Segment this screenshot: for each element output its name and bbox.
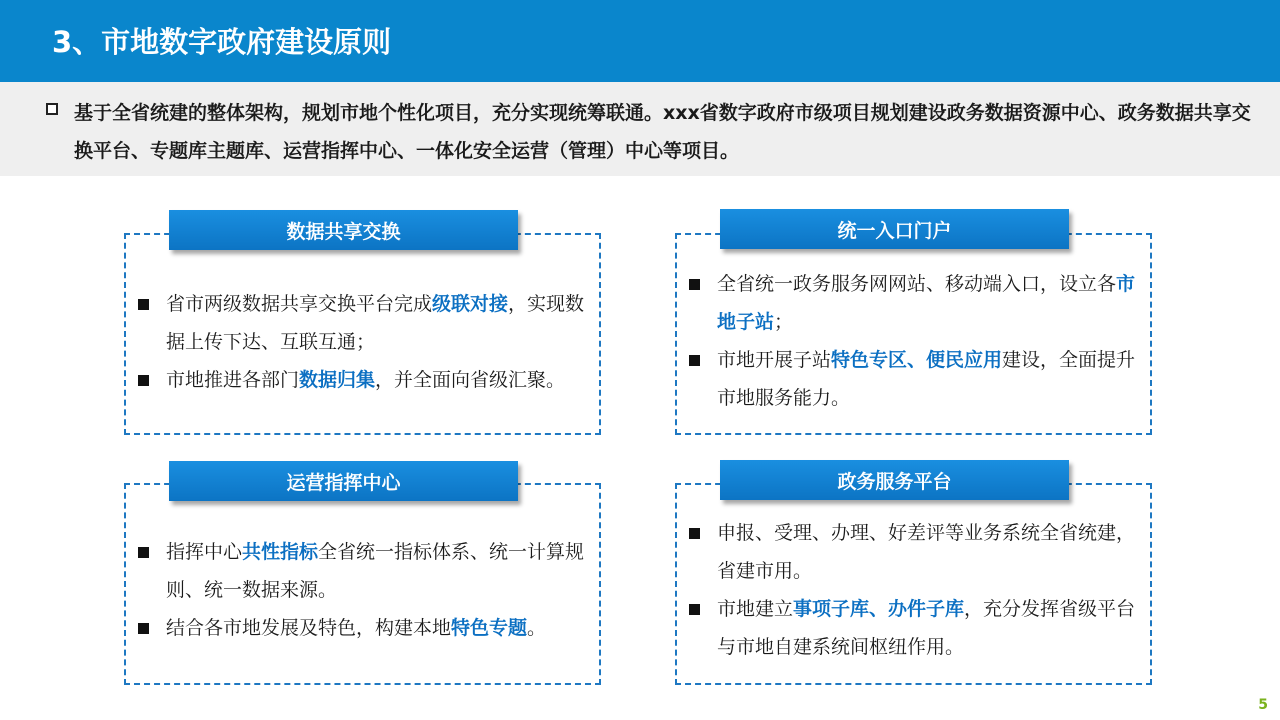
square-bullet-icon — [138, 375, 149, 386]
page-number: 5 — [1258, 697, 1268, 713]
panel-portal — [675, 233, 1152, 435]
panel-header-service-platform: 政务服务平台 — [720, 460, 1069, 500]
highlight-text: 特色专题 — [451, 617, 528, 639]
page-title: 3、市地数字政府建设原则 — [52, 25, 392, 59]
panel-portal-list — [689, 265, 1140, 417]
list-item: 市地推进各部门数据归集，并全面向省级汇聚。 — [138, 361, 589, 399]
highlight-text: 市地子站 — [717, 273, 1136, 333]
list-item: 省市两级数据共享交换平台完成级联对接，实现数据上传下达、互联互通； — [138, 285, 589, 361]
hollow-square-bullet-icon — [46, 103, 58, 115]
square-bullet-icon — [138, 547, 149, 558]
square-bullet-icon — [689, 528, 700, 539]
panel-operation-center — [124, 483, 601, 685]
list-item: 全省统一政务服务网网站、移动端入口，设立各市地子站； — [689, 265, 1140, 341]
panel-header-portal: 统一入口门户 — [720, 209, 1069, 249]
square-bullet-icon — [689, 279, 700, 290]
list-item: 结合各市地发展及特色，构建本地特色专题。 — [138, 609, 589, 647]
highlight-text: 数据归集 — [299, 369, 376, 391]
panel-service-platform-list — [689, 514, 1140, 666]
highlight-text: 共性指标 — [242, 541, 319, 563]
list-item: 申报、受理、办理、好差评等业务系统全省统建，省建市用。 — [689, 514, 1140, 590]
panel-data-exchange-list — [138, 285, 589, 399]
square-bullet-icon — [689, 604, 700, 615]
panel-service-platform — [675, 483, 1152, 685]
square-bullet-icon — [689, 355, 700, 366]
panel-operation-center-list — [138, 533, 589, 647]
highlight-text: 事项子库、办件子库 — [793, 598, 965, 620]
intro-text: 基于全省统建的整体架构，规划市地个性化项目，充分实现统筹联通。xxx省数字政府市级项目规划建设政务数据资源中心、政务数据共享交换平台、专题库主题库、运营指挥中心、一体化安全运营（管理）中心等项目。 — [74, 102, 1251, 162]
panel-header-operation-center: 运营指挥中心 — [169, 461, 518, 501]
square-bullet-icon — [138, 299, 149, 310]
panel-data-exchange — [124, 233, 601, 435]
list-item: 市地建立事项子库、办件子库，充分发挥省级平台与市地自建系统间枢纽作用。 — [689, 590, 1140, 666]
list-item: 指挥中心共性指标全省统一指标体系、统一计算规则、统一数据来源。 — [138, 533, 589, 609]
highlight-text: 级联对接 — [432, 293, 509, 315]
panel-header-data-exchange: 数据共享交换 — [169, 210, 518, 250]
list-item: 市地开展子站特色专区、便民应用建设，全面提升市地服务能力。 — [689, 341, 1140, 417]
highlight-text: 特色专区、便民应用 — [831, 349, 1003, 371]
square-bullet-icon — [138, 623, 149, 634]
